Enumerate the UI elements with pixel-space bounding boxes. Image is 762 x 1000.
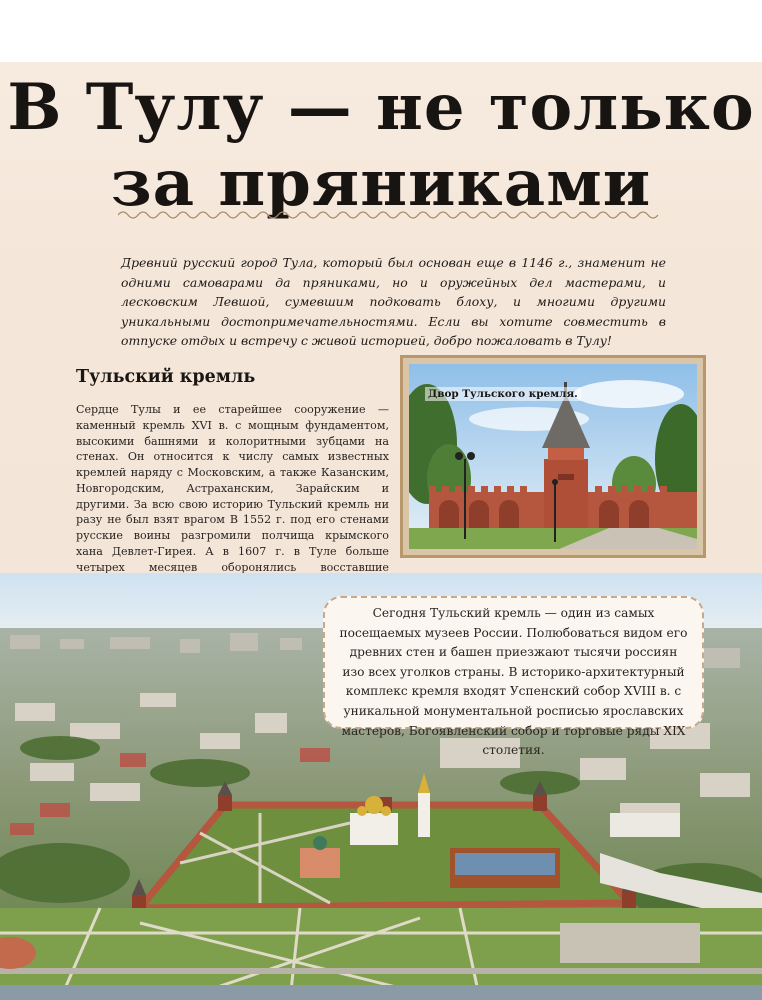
intro-paragraph: Древний русский город Тула, который был основан еще в 1146 г., знаменит не одними самоварами да пряниками, но и оружейных дел мастерами, и лесковским Левшой, сумевшим подковать блоху, и многими другими уникальными достопримечательностями. Если вы хотите совместить в отпуске отдых и встречу с живой историей, добро пожаловать в Тулу! [121, 255, 666, 348]
museum-info-box [323, 596, 704, 758]
section-body: Сердце Тулы и ее старейшее сооружение — каменный кремль XVI в. с мощным фундаментом, высокими башнями и колоритными зубцами на стенах. Он относится к числу самых известных кремлей наряду с Московским, а также Казанским, Новгородским, Астраханским, Зарайским и другими. За всю свою историю Тульский кремль ни разу не был взят врагом В 1552 г. под его стенами русские воины разгромили полчища крымского хана Девлет-Гирея. А в 1607 г. в Туле больше четырех месяцев оборонялись восставшие [76, 403, 389, 574]
page-title-line-2: за пряниками [110, 146, 652, 221]
decorative-wave-divider [118, 208, 660, 222]
page-title-line-1: В Тулу — не только [7, 70, 755, 145]
kremlin-courtyard-photo-frame [400, 355, 706, 558]
museum-info-text: Сегодня Тульский кремль — один из самых посещаемых музеев России. Полюбоваться видом его древних стен и башен приезжают тысячи россиян изо всех уголков страны. В историко-архитектурный комплекс кремля входят Успенский собор XVIII в. с уникальной монументальной росписью ярославских мастеров, Богоявленский собор и торговые ряды XIX столетия. [339, 606, 688, 758]
section-title: Тульский кремль [76, 367, 256, 387]
photo-caption: Двор Тульского кремля. [425, 387, 581, 401]
